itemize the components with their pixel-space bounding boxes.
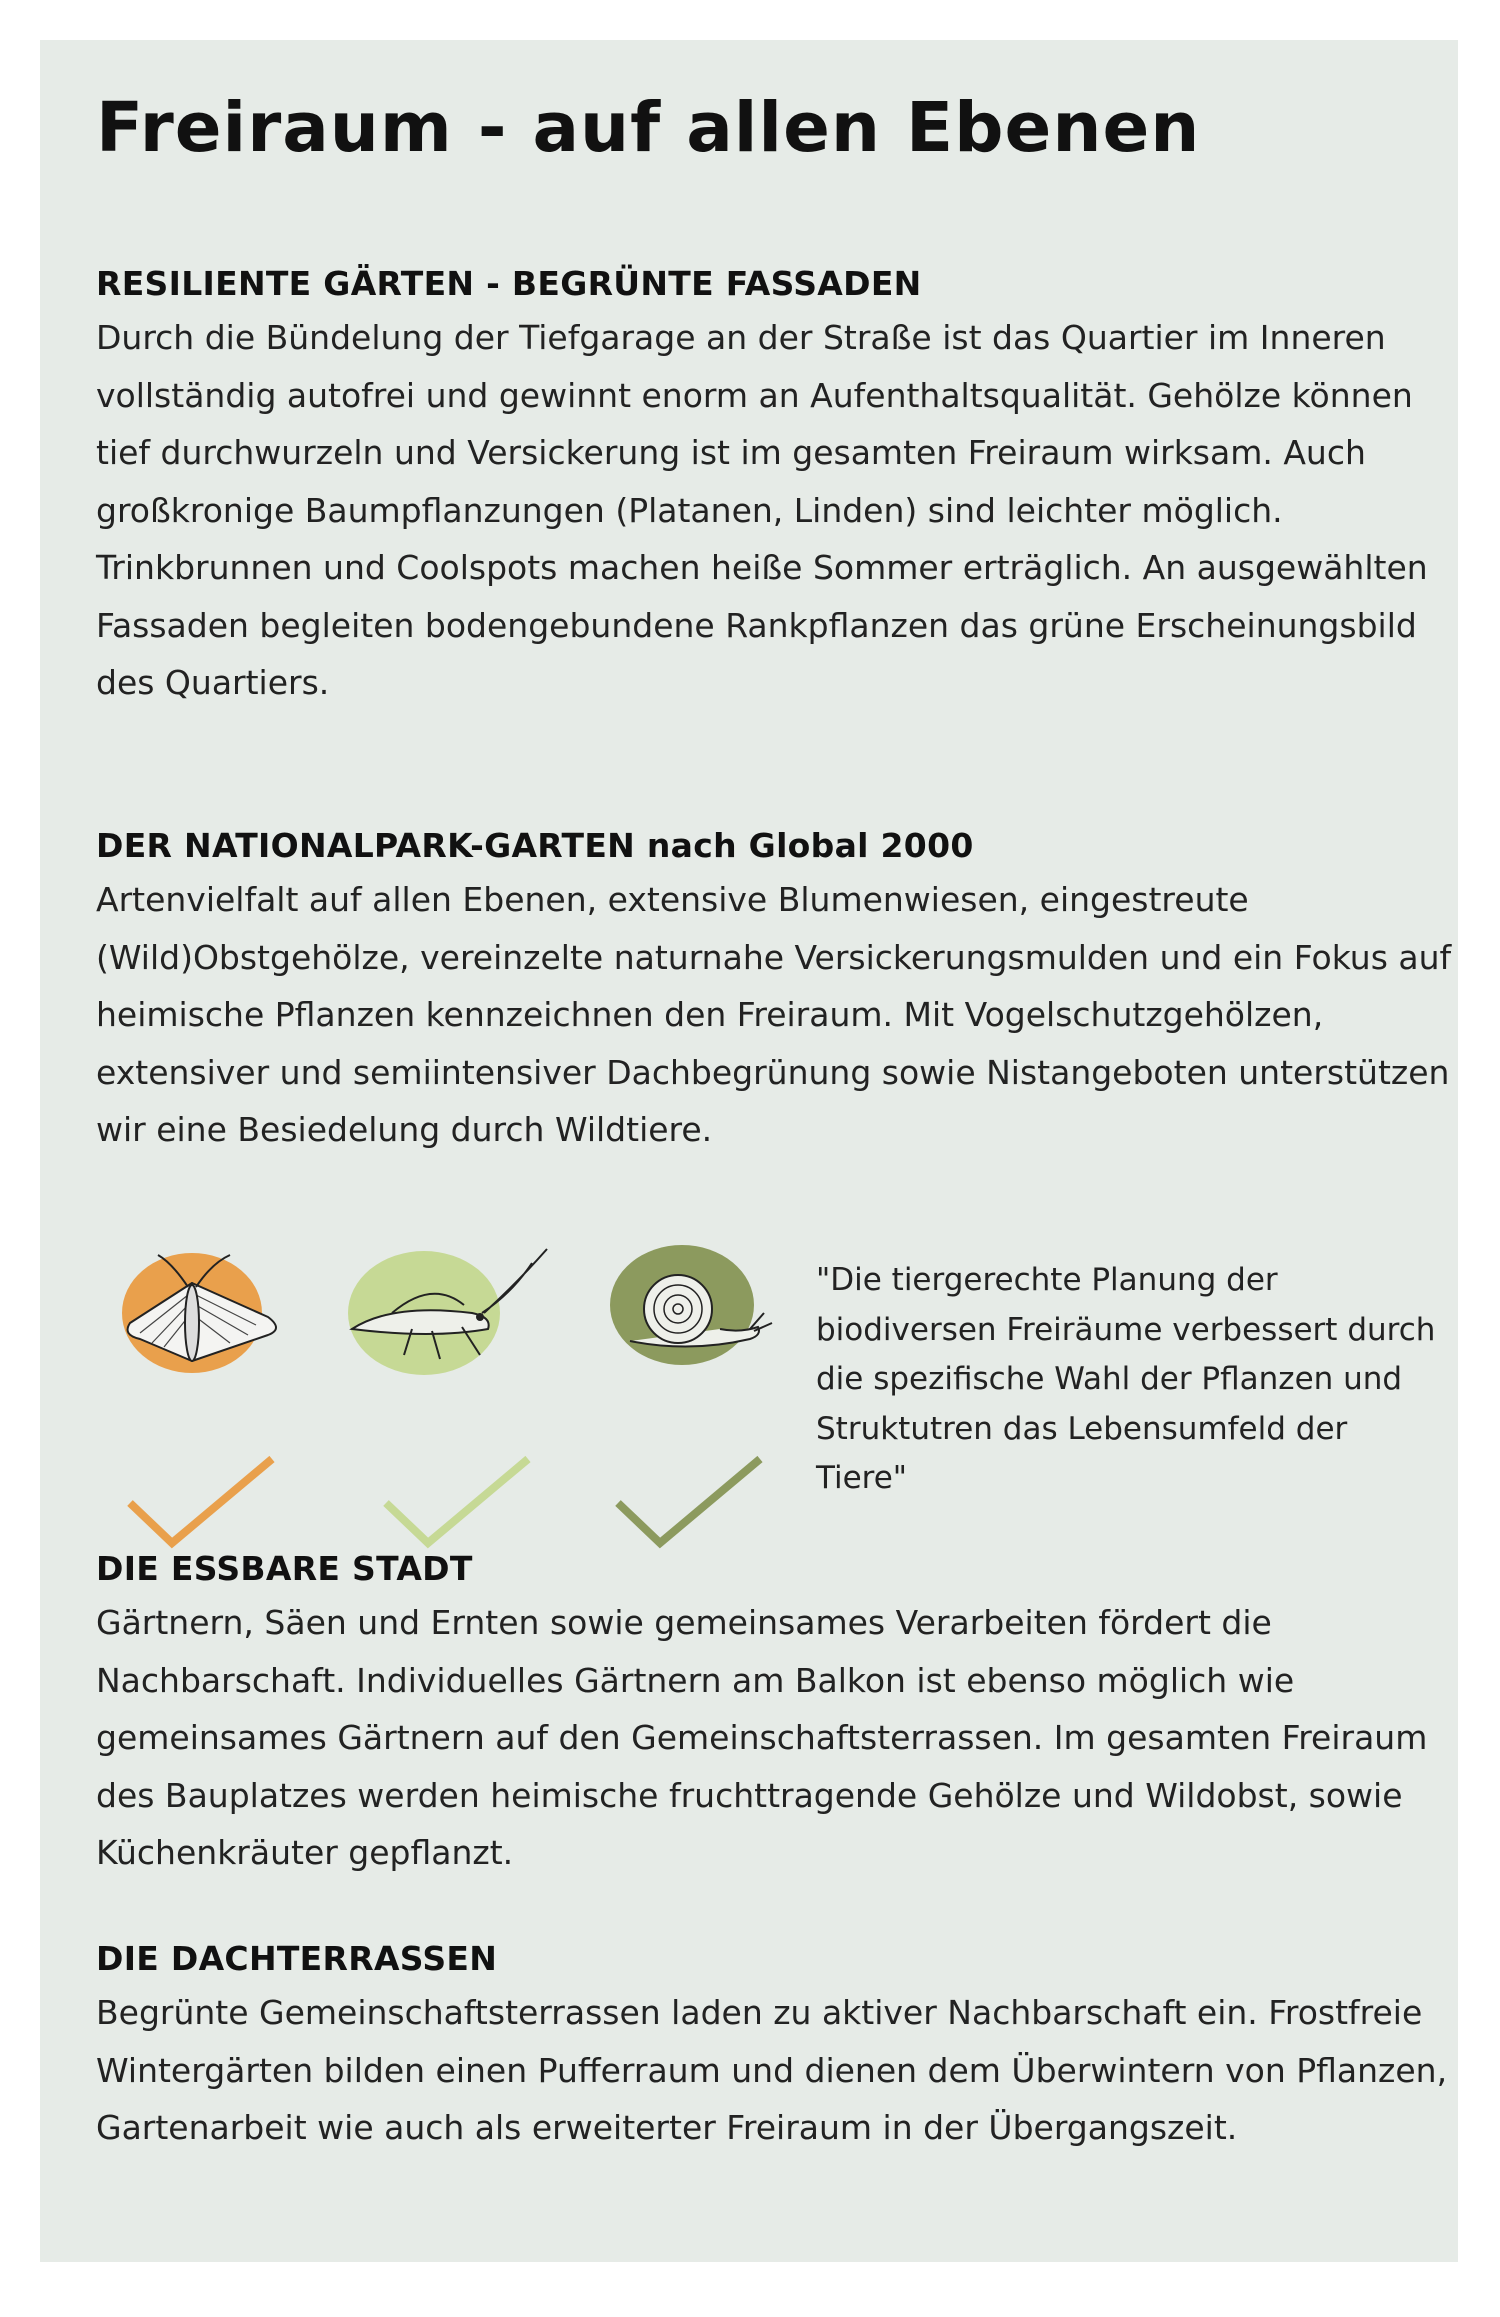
section-body: Gärtnern, Säen und Ernten sowie gemeinsames Verarbeiten fördert die Nachbarschaft. Individuelles Gärtnern am Balkon ist ebenso möglich wie gemeinsames Gärtnern auf den Gemeinschaftsterrassen. Im gesamten Freiraum des Bauplatzes werden heimische fruchttragende Gehölze und Wildobst, sowie Küchenkräuter gepflanzt. [96,1603,1428,1872]
moth-icon [100,1243,300,1383]
section-body: Durch die Bündelung der Tiefgarage an der Straße ist das Quartier im Inneren vollständig autofrei und gewinnt enorm an Aufenthaltsqualität. Gehölze können tief durchwurzeln und Versickerung ist im gesamten Freiraum wirksam. Auch großkronige Baumpflanzungen (Platanen, Linden) sind leichter möglich. Trinkbrunnen und Coolspots machen heiße Sommer erträglich. An ausgewählten Fassaden begleiten bodengebundene Rankpflanzen das grüne Erscheinungsbild des Quartiers. [96,318,1428,702]
section-resiliente-gaerten [96,264,1466,712]
section-body: Begrünte Gemeinschaftsterrassen laden zu aktiver Nachbarschaft ein. Frostfreie Wintergärten bilden einen Pufferraum und dienen dem Überwintern von Pflanzen, Gartenarbeit wie auch als erweiterter Freiraum in der Übergangszeit. [96,1993,1448,2147]
grasshopper-icon [332,1243,582,1383]
animal-icons [100,1243,820,1573]
snail-icon [600,1243,800,1383]
quote-text: "Die tiergerechte Planung der biodiversen Freiräume verbessert durch die spezifische Wahl der Pflanzen und Struktutren das Lebensumfeld der Tiere" [816,1262,1436,1496]
section-body: Artenvielfalt auf allen Ebenen, extensive Blumenwiesen, eingestreute (Wild)Obstgehölze, vereinzelte naturnahe Versickerungsmulden und ein Fokus auf heimische Pflanzen kennzeichnen den Freiraum. Mit Vogelschutzgehölzen, extensiver und semiintensiver Dachbegrünung sowie Nistangeboten unterstützen wir eine Besiedelung durch Wildtiere. [96,880,1452,1149]
check-icon [378,1453,538,1563]
section-heading: DIE DACHTERRASSEN [96,1939,498,1978]
page-title: Freiraum - auf allen Ebenen [96,88,1201,168]
section-dachterrassen [96,1939,1466,2157]
content-panel [40,40,1458,2262]
section-heading: RESILIENTE GÄRTEN - BEGRÜNTE FASSADEN [96,264,922,303]
section-essbare-stadt [96,1549,1466,1882]
section-heading: DER NATIONALPARK-GARTEN nach Global 2000 [96,826,974,865]
section-heading: DIE ESSBARE STADT [96,1549,473,1588]
check-icon [122,1453,282,1563]
section-nationalpark-garten [96,826,1466,1159]
check-icon [610,1453,770,1563]
